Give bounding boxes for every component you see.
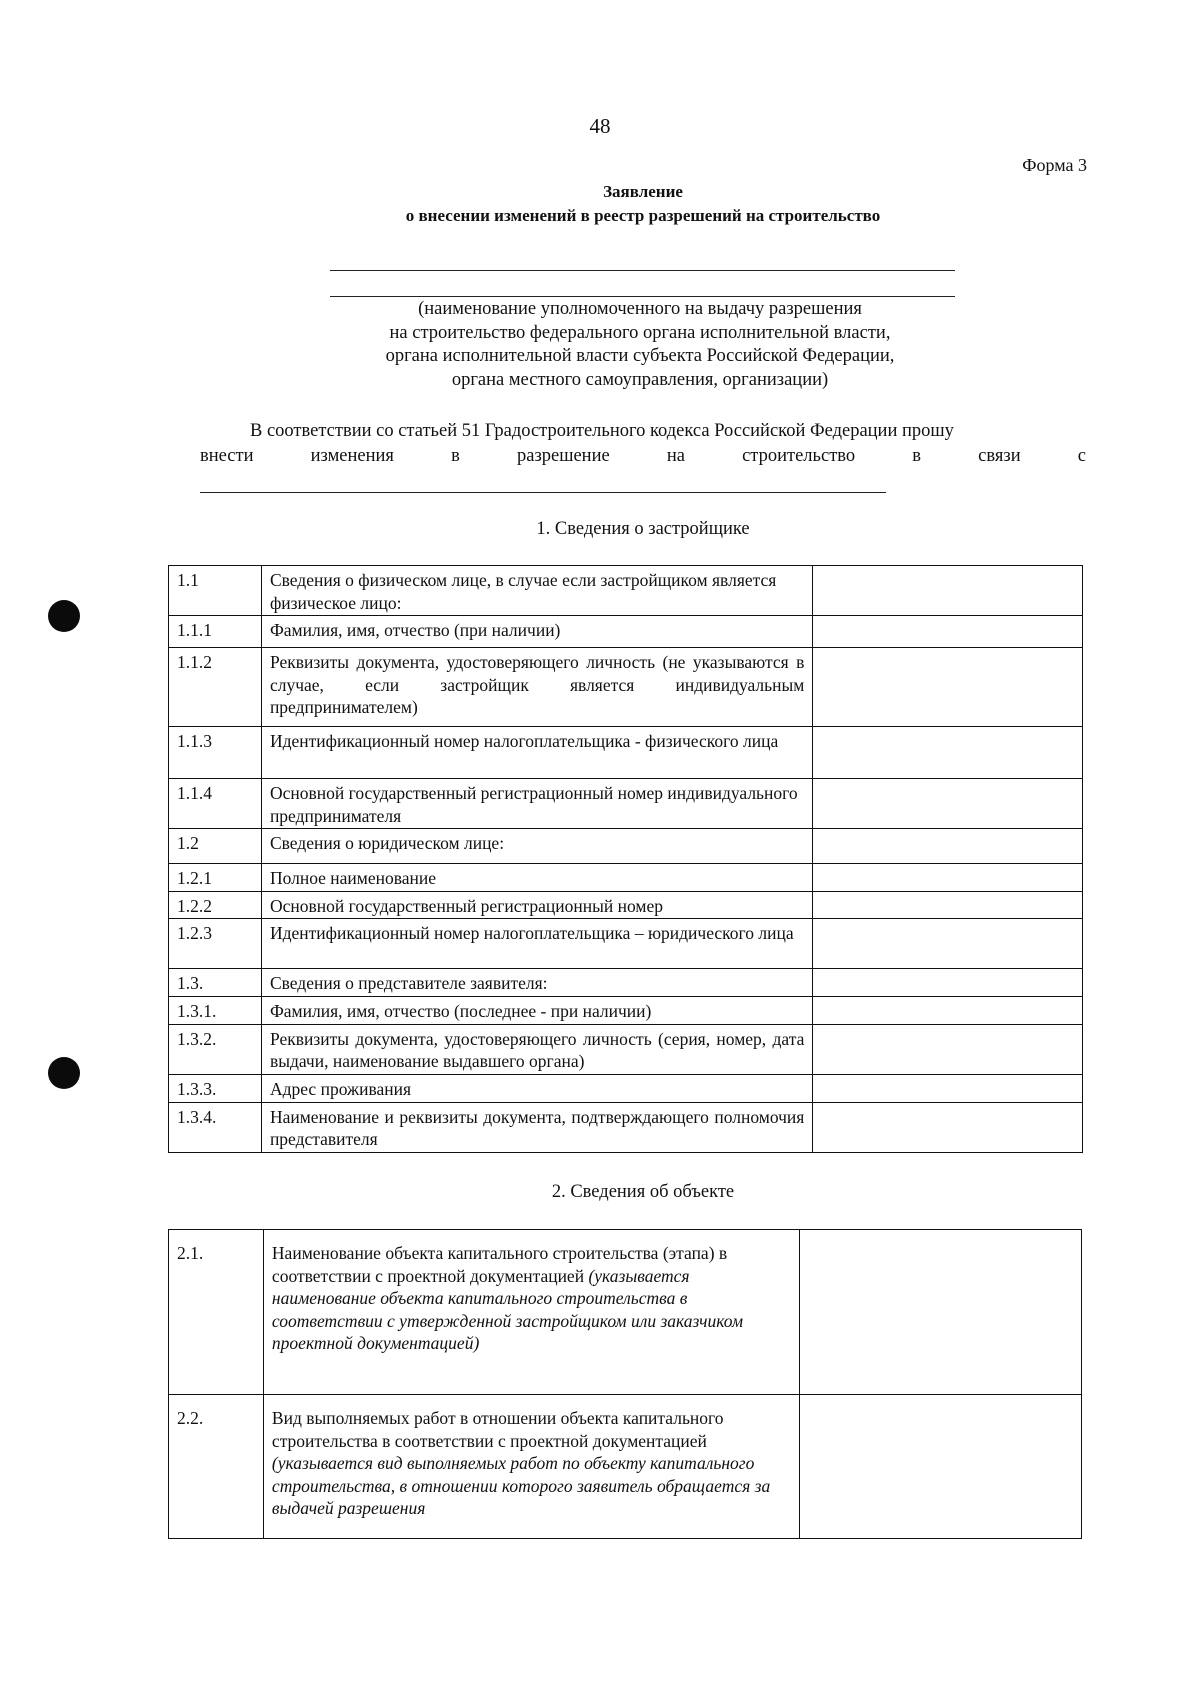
row-number: 1.3.	[169, 969, 262, 997]
object-name-note: (указывается наименование объекта капитального строительства в соответствии с утвержденной застройщиком или заказчиком проектной документацией)	[271, 1265, 744, 1353]
row-number: 1.1.2	[169, 648, 262, 727]
work-type-note: (указывается вид выполняемых работ по объекту капитального строительства, в отношении которого заявитель обращается за выдачей разрешения	[271, 1453, 771, 1518]
authority-blank-line-2[interactable]	[330, 296, 955, 297]
punch-hole	[48, 600, 80, 632]
row-description	[263, 1395, 799, 1539]
authority-caption-line: органа местного самоуправления, организации)	[451, 369, 829, 390]
table-row	[169, 1074, 1083, 1102]
value-cell[interactable]	[813, 891, 1083, 919]
row-number: 2.1.	[169, 1230, 264, 1395]
row-description: Основной государственный регистрационный номер индивидуального предпринимателя	[261, 779, 812, 829]
value-cell[interactable]	[813, 864, 1083, 892]
table-row	[169, 969, 1083, 997]
table-row	[169, 727, 1083, 779]
table-row	[169, 779, 1083, 829]
authority-caption	[250, 298, 1030, 392]
value-cell[interactable]	[813, 779, 1083, 829]
title-line-1: Заявление	[603, 182, 683, 201]
reason-blank-line[interactable]	[200, 492, 886, 493]
applicant-info-table	[168, 565, 1083, 1153]
form-label: Форма 3	[1022, 155, 1087, 175]
table-row	[169, 1230, 1082, 1395]
request-word: в	[912, 446, 922, 466]
request-word: на	[666, 446, 685, 466]
page-number: 48	[589, 114, 611, 138]
request-word: в	[451, 446, 460, 466]
value-cell[interactable]	[800, 1395, 1082, 1539]
request-word: внести	[200, 446, 254, 466]
row-description: Основной государственный регистрационный номер	[261, 891, 812, 919]
value-cell[interactable]	[813, 1074, 1083, 1102]
value-cell[interactable]	[813, 969, 1083, 997]
table-row	[169, 829, 1083, 864]
table-row	[169, 566, 1083, 616]
punch-hole	[48, 1057, 80, 1089]
table-row	[169, 648, 1083, 727]
row-number: 1.2	[169, 829, 262, 864]
request-word: изменения	[310, 446, 394, 466]
table-row	[169, 1024, 1083, 1074]
row-description: Фамилия, имя, отчество (последнее - при наличии)	[261, 997, 812, 1025]
row-description: Наименование и реквизиты документа, подтверждающего полномочия представителя	[261, 1102, 812, 1152]
row-number: 1.1	[169, 566, 262, 616]
row-number: 1.3.4.	[169, 1102, 262, 1152]
value-cell[interactable]	[800, 1230, 1082, 1395]
row-number: 1.3.3.	[169, 1074, 262, 1102]
row-number: 1.2.1	[169, 864, 262, 892]
row-number: 1.2.2	[169, 891, 262, 919]
row-number: 1.1.1	[169, 616, 262, 648]
row-number: 1.1.4	[169, 779, 262, 829]
row-description: Реквизиты документа, удостоверяющего личность (серия, номер, дата выдачи, наименование выдавшего органа)	[261, 1024, 812, 1074]
row-number: 1.1.3	[169, 727, 262, 779]
request-word: с	[1077, 446, 1086, 466]
row-description: Идентификационный номер налогоплательщика – юридического лица	[261, 919, 812, 969]
work-type-label: Вид выполняемых работ в отношении объекта капитального строительства в соответствии с проектной документацией	[271, 1408, 724, 1451]
row-description: Реквизиты документа, удостоверяющего личность (не указываются в случае, если застройщик является индивидуальным предпринимателем)	[261, 648, 812, 727]
title-line-2: о внесении изменений в реестр разрешений на строительство	[405, 206, 881, 225]
row-description: Сведения о представителе заявителя:	[261, 969, 812, 997]
authority-caption-line: (наименование уполномоченного на выдачу разрешения	[418, 299, 862, 319]
authority-caption-line: органа исполнительной власти субъекта Российской Федерации,	[385, 346, 895, 366]
section-1-heading: 1. Сведения о застройщике	[536, 519, 750, 539]
value-cell[interactable]	[813, 727, 1083, 779]
table-row	[169, 919, 1083, 969]
authority-caption-line: на строительство федерального органа исполнительной власти,	[389, 322, 891, 343]
row-description: Фамилия, имя, отчество (при наличии)	[261, 616, 812, 648]
value-cell[interactable]	[813, 919, 1083, 969]
row-description	[263, 1230, 799, 1395]
object-info-table	[168, 1229, 1082, 1539]
value-cell[interactable]	[813, 648, 1083, 727]
document-title	[0, 180, 1200, 228]
table-row	[169, 616, 1083, 648]
row-description: Адрес проживания	[261, 1074, 812, 1102]
row-description: Сведения о физическом лице, в случае если застройщиком является физическое лицо:	[261, 566, 812, 616]
request-text-line-2	[200, 446, 1086, 467]
value-cell[interactable]	[813, 1024, 1083, 1074]
value-cell[interactable]	[813, 829, 1083, 864]
value-cell[interactable]	[813, 616, 1083, 648]
row-number: 1.2.3	[169, 919, 262, 969]
request-text-line-1: В соответствии со статьей 51 Градостроительного кодекса Российской Федерации прошу	[250, 421, 954, 441]
request-word: связи	[978, 446, 1021, 466]
table-row	[169, 864, 1083, 892]
table-row	[169, 1102, 1083, 1152]
row-number: 1.3.2.	[169, 1024, 262, 1074]
row-number: 1.3.1.	[169, 997, 262, 1025]
value-cell[interactable]	[813, 1102, 1083, 1152]
section-2-heading: 2. Сведения об объекте	[551, 1182, 735, 1202]
row-description: Полное наименование	[261, 864, 812, 892]
table-row	[169, 891, 1083, 919]
row-number: 2.2.	[169, 1395, 264, 1539]
row-description: Идентификационный номер налогоплательщика - физического лица	[261, 727, 812, 779]
authority-blank-line-1[interactable]	[330, 270, 955, 271]
table-row	[169, 1395, 1082, 1539]
request-word: строительство	[742, 446, 856, 466]
table-row	[169, 997, 1083, 1025]
request-word: разрешение	[516, 446, 610, 466]
row-description: Сведения о юридическом лице:	[261, 829, 812, 864]
value-cell[interactable]	[813, 566, 1083, 616]
object-name-label: Наименование объекта капитального строительства (этапа) в соответствии с проектной документацией	[271, 1243, 728, 1286]
value-cell[interactable]	[813, 997, 1083, 1025]
